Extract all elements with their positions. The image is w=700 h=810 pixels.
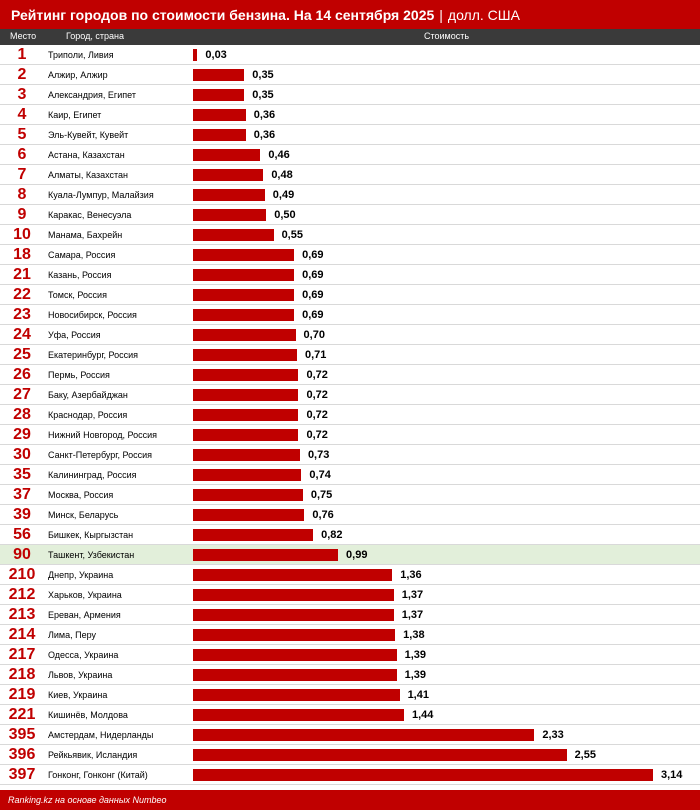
row-rank: 26 (13, 366, 31, 383)
row-rank: 396 (8, 746, 36, 763)
chart-row (0, 685, 700, 705)
chart-row (0, 645, 700, 665)
title-separator: | (439, 6, 443, 23)
row-rank: 9 (17, 206, 27, 223)
bar (193, 89, 244, 101)
bar (193, 569, 392, 581)
bar-value-label: 0,49 (272, 189, 295, 201)
bar-value-label: 1,37 (401, 609, 424, 621)
chart-row (0, 485, 700, 505)
bar-value-label: 0,46 (268, 149, 290, 161)
row-city-label: Каракас, Венесуэла (48, 210, 132, 220)
chart-row (0, 665, 700, 685)
chart-row (0, 165, 700, 185)
row-city-label: Каир, Египет (48, 110, 102, 120)
footer-bar (0, 790, 700, 810)
bar (193, 109, 246, 121)
column-header-bar (0, 29, 700, 45)
bar-value-label: 1,37 (401, 589, 424, 601)
row-city-label: Екатеринбург, Россия (48, 350, 139, 360)
chart-row (0, 65, 700, 85)
row-city-label: Киев, Украина (48, 690, 108, 700)
bar-value-label: 0,69 (302, 289, 324, 301)
bar (193, 269, 294, 281)
bar-value-label: 2,33 (542, 729, 564, 741)
row-city-label: Томск, Россия (48, 290, 107, 300)
row-rank: 7 (17, 166, 27, 183)
bar-value-label: 0,82 (321, 529, 343, 541)
row-rank: 217 (8, 646, 36, 663)
bar-value-label: 0,35 (252, 89, 274, 101)
row-city-label: Краснодар, Россия (48, 410, 128, 420)
column-header-value: Стоимость (424, 31, 470, 41)
bar (193, 689, 400, 701)
row-rank: 212 (8, 586, 36, 603)
row-city-label: Самара, Россия (48, 250, 116, 260)
bar (193, 249, 294, 261)
row-city-label: Лима, Перу (48, 630, 97, 640)
chart-title: Рейтинг городов по стоимости бензина. На 14 сентября 2025 (11, 6, 435, 23)
bar (193, 409, 298, 421)
row-rank: 23 (13, 306, 31, 323)
row-city-label: Кишинёв, Молдова (48, 710, 128, 720)
row-city-label: Бишкек, Кыргызстан (48, 530, 134, 540)
bar (193, 509, 304, 521)
chart-row (0, 325, 700, 345)
row-city-label: Ташкент, Узбекистан (48, 550, 135, 560)
row-rank: 2 (17, 66, 27, 83)
bar-value-label: 0,72 (306, 369, 328, 381)
bar-value-label: 0,72 (306, 409, 328, 421)
row-rank: 29 (13, 426, 31, 443)
bar-value-label: 2,55 (574, 749, 596, 761)
bar (193, 549, 338, 561)
bar-value-label: 3,14 (661, 769, 683, 781)
bar (193, 429, 298, 441)
row-rank: 210 (8, 566, 36, 583)
chart-row (0, 725, 700, 745)
bar (193, 129, 246, 141)
row-rank: 22 (13, 286, 31, 303)
chart-row (0, 425, 700, 445)
row-city-label: Александрия, Египет (48, 90, 136, 100)
row-rank: 221 (8, 706, 36, 723)
row-rank: 39 (13, 506, 31, 523)
bar-value-label: 0,99 (346, 549, 368, 561)
row-city-label: Алматы, Казахстан (48, 170, 129, 180)
chart-unit: долл. США (447, 6, 520, 23)
row-rank: 35 (13, 466, 31, 483)
bar (193, 369, 298, 381)
bar (193, 669, 397, 681)
row-city-label: Казань, Россия (48, 270, 112, 280)
chart-row (0, 525, 700, 545)
bar (193, 309, 294, 321)
row-rank: 213 (8, 606, 36, 623)
bar (193, 69, 244, 81)
row-rank: 395 (8, 726, 36, 743)
chart-row (0, 345, 700, 365)
bar-value-label: 1,39 (404, 669, 427, 681)
bar-value-label: 1,39 (404, 649, 427, 661)
row-city-label: Ереван, Армения (48, 610, 121, 620)
bar (193, 169, 263, 181)
chart-row (0, 545, 700, 565)
bar-value-label: 0,36 (253, 129, 276, 141)
bar-value-label: 0,72 (306, 429, 328, 441)
row-rank: 21 (13, 266, 31, 283)
row-city-label: Харьков, Украина (48, 590, 122, 600)
bar (193, 469, 301, 481)
chart-row (0, 265, 700, 285)
row-city-label: Санкт-Петербург, Россия (48, 450, 153, 460)
bar (193, 389, 298, 401)
bar (193, 589, 394, 601)
chart-row (0, 445, 700, 465)
row-city-label: Уфа, Россия (48, 330, 101, 340)
chart-row (0, 585, 700, 605)
row-rank: 10 (13, 226, 31, 243)
row-city-label: Эль-Кувейт, Кувейт (48, 130, 129, 140)
bar (193, 349, 297, 361)
bar-value-label: 0,76 (312, 509, 334, 521)
chart-row (0, 305, 700, 325)
row-rank: 30 (13, 446, 31, 463)
row-rank: 4 (17, 106, 27, 123)
chart-row (0, 85, 700, 105)
bar-value-label: 0,69 (302, 309, 324, 321)
bar (193, 769, 653, 781)
bar-value-label: 0,35 (252, 69, 274, 81)
bar-value-label: 0,03 (205, 49, 227, 61)
chart-row (0, 245, 700, 265)
bar (193, 189, 265, 201)
bar-value-label: 0,69 (302, 269, 324, 281)
row-city-label: Днепр, Украина (48, 570, 114, 580)
bar (193, 149, 260, 161)
row-city-label: Баку, Азербайджан (48, 390, 128, 400)
chart-row (0, 205, 700, 225)
row-city-label: Пермь, Россия (48, 370, 110, 380)
row-rank: 218 (8, 666, 36, 683)
chart-row (0, 125, 700, 145)
bar (193, 749, 567, 761)
bar-value-label: 0,48 (271, 169, 293, 181)
bar (193, 229, 274, 241)
row-rank: 25 (13, 346, 31, 363)
row-rank: 397 (8, 766, 36, 783)
column-header-rank: Место (10, 31, 37, 41)
chart-row (0, 365, 700, 385)
bar (193, 329, 296, 341)
chart-row (0, 465, 700, 485)
bar (193, 289, 294, 301)
chart-title-bar (0, 0, 700, 29)
chart-row (0, 285, 700, 305)
chart-row (0, 385, 700, 405)
row-rank: 56 (13, 526, 31, 543)
chart-row (0, 605, 700, 625)
row-city-label: Астана, Казахстан (48, 150, 125, 160)
chart-row (0, 185, 700, 205)
chart-row (0, 45, 700, 65)
bar-value-label: 1,44 (411, 709, 434, 721)
bar-value-label: 0,73 (307, 449, 330, 461)
bar-value-label: 0,70 (303, 329, 325, 341)
source-note: Ranking.kz на основе данных Numbeo (8, 795, 167, 805)
row-rank: 27 (13, 386, 31, 403)
row-rank: 8 (17, 186, 27, 203)
row-city-label: Минск, Беларусь (48, 510, 119, 520)
row-city-label: Одесса, Украина (48, 650, 119, 660)
row-city-label: Триполи, Ливия (48, 50, 114, 60)
chart-row (0, 405, 700, 425)
row-rank: 28 (13, 406, 31, 423)
chart-row (0, 225, 700, 245)
row-rank: 214 (8, 626, 36, 643)
bar (193, 489, 303, 501)
chart-row (0, 145, 700, 165)
row-city-label: Калининград, Россия (48, 470, 137, 480)
bar-value-label: 1,36 (400, 569, 422, 581)
row-city-label: Манама, Бахрейн (48, 230, 123, 240)
bar (193, 629, 395, 641)
bar (193, 529, 313, 541)
row-rank: 3 (17, 86, 27, 103)
column-header-city: Город, страна (66, 31, 124, 41)
row-city-label: Нижний Новгород, Россия (48, 430, 158, 440)
chart-row (0, 105, 700, 125)
bar-value-label: 1,38 (403, 629, 425, 641)
bar (193, 709, 404, 721)
bar-value-label: 0,72 (306, 389, 328, 401)
chart-row (0, 745, 700, 765)
bar-value-label: 0,69 (302, 249, 324, 261)
bar-value-label: 0,50 (274, 209, 296, 221)
row-rank: 24 (13, 326, 31, 343)
bar (193, 449, 300, 461)
bar-value-label: 0,55 (281, 229, 303, 241)
row-city-label: Амстердам, Нидерланды (48, 730, 154, 740)
row-city-label: Куала-Лумпур, Малайзия (48, 190, 154, 200)
chart-row (0, 765, 700, 785)
row-city-label: Рейкьявик, Исландия (48, 750, 138, 760)
row-city-label: Алжир, Алжир (48, 70, 108, 80)
bar (193, 729, 534, 741)
row-rank: 219 (8, 686, 36, 703)
row-city-label: Москва, Россия (48, 490, 114, 500)
row-rank: 6 (17, 146, 27, 163)
row-rank: 90 (13, 546, 31, 563)
chart-row (0, 705, 700, 725)
bar (193, 649, 397, 661)
bar (193, 209, 266, 221)
bar (193, 609, 394, 621)
chart-row (0, 565, 700, 585)
row-city-label: Львов, Украина (48, 670, 113, 680)
bar-value-label: 0,36 (253, 109, 276, 121)
row-rank: 5 (17, 126, 27, 143)
row-rank: 1 (17, 46, 27, 63)
bar-value-label: 0,71 (305, 349, 327, 361)
chart-row (0, 625, 700, 645)
row-rank: 37 (13, 486, 31, 503)
chart-row (0, 505, 700, 525)
bar-value-label: 0,74 (309, 469, 331, 481)
row-rank: 18 (13, 246, 31, 263)
bar-value-label: 0,75 (310, 489, 333, 501)
row-city-label: Новосибирск, Россия (48, 310, 137, 320)
row-city-label: Гонконг, Гонконг (Китай) (48, 770, 148, 780)
bar (193, 49, 197, 61)
bar-value-label: 1,41 (407, 689, 429, 701)
